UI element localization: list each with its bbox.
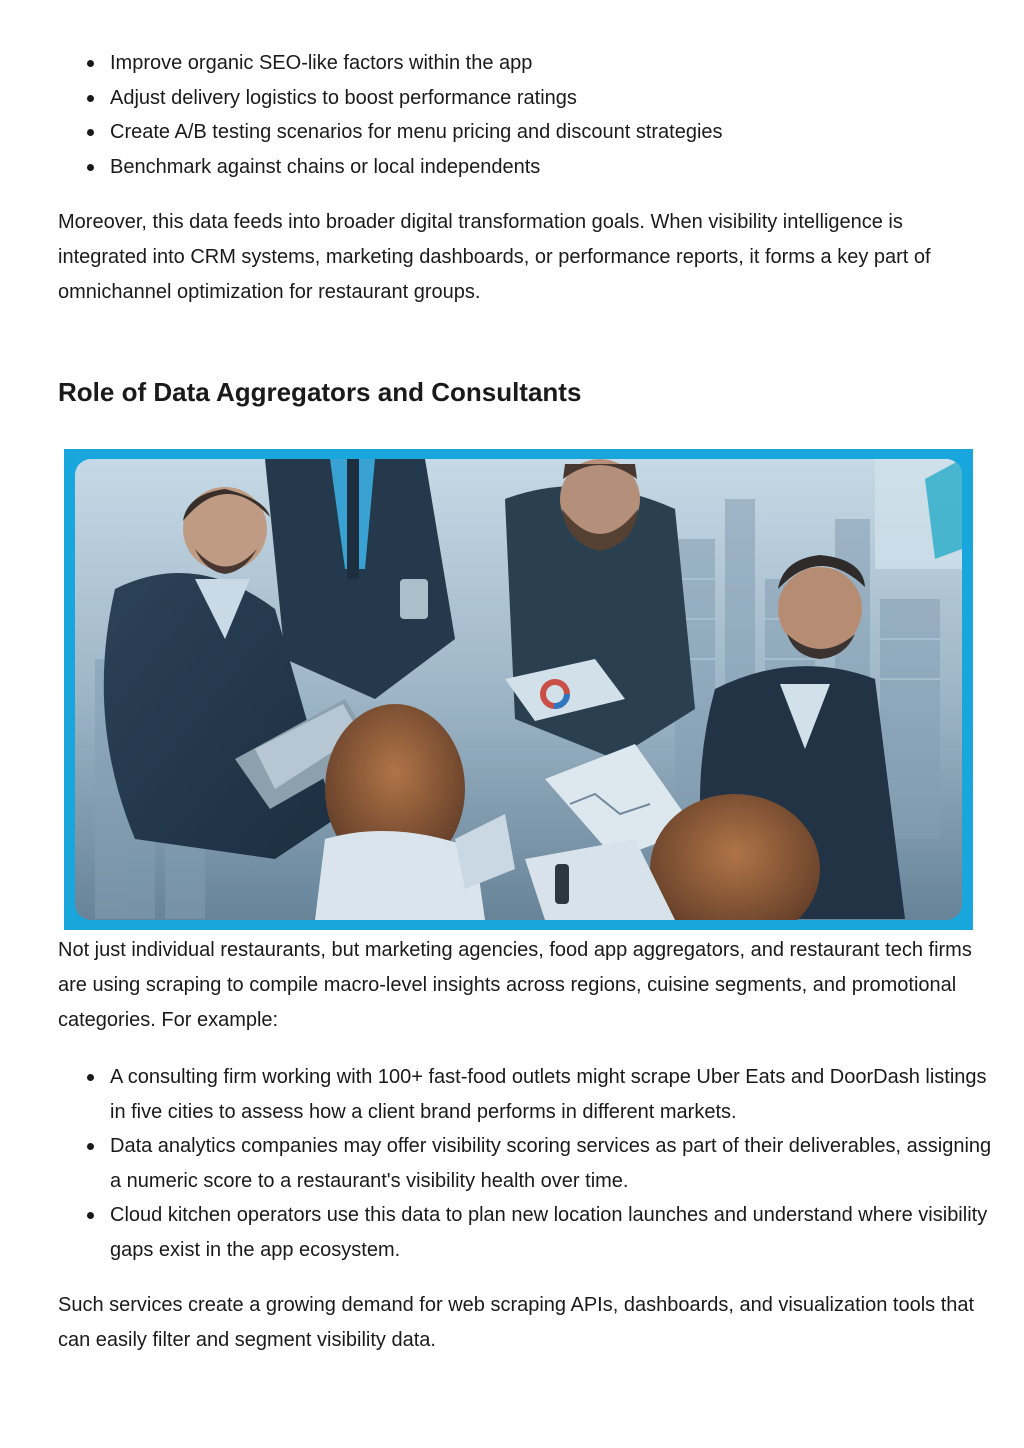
list-item: Create A/B testing scenarios for menu pricing and discount strategies [0, 115, 1000, 150]
benefits-list [0, 46, 1000, 184]
list-item: Data analytics companies may offer visibility scoring services as part of their deliverables, assigning a numeric score to a restaurant's visibility health over time. [0, 1129, 1000, 1198]
list-item: A consulting firm working with 100+ fast-food outlets might scrape Uber Eats and DoorDash listings in five cities to assess how a client brand performs in different markets. [0, 1060, 1000, 1129]
list-item: Benchmark against chains or local independents [0, 150, 1000, 185]
paragraph-demand: Such services create a growing demand for web scraping APIs, dashboards, and visualization tools that can easily filter and segment visibility data. [58, 1294, 975, 1351]
list-item: Adjust delivery logistics to boost performance ratings [0, 81, 1000, 116]
paragraph-aggregators: Not just individual restaurants, but marketing agencies, food app aggregators, and restaurant tech firms are using scraping to compile macro-level insights across regions, cuisine segments, and promotional categories. For example: [58, 939, 972, 1031]
list-item: Cloud kitchen operators use this data to plan new location launches and understand where visibility gaps exist in the app ecosystem. [0, 1198, 1000, 1267]
photo-frame [64, 449, 973, 930]
paragraph-digital-transformation: Moreover, this data feeds into broader digital transformation goals. When visibility intelligence is integrated into CRM systems, marketing dashboards, or performance reports, it forms a key part of omnichannel optimization for restaurant groups. [58, 211, 931, 303]
business-meeting-photo [75, 459, 962, 920]
section-heading: Role of Data Aggregators and Consultants [58, 377, 582, 407]
list-item: Improve organic SEO-like factors within the app [0, 46, 1000, 81]
examples-list [0, 1060, 1000, 1267]
